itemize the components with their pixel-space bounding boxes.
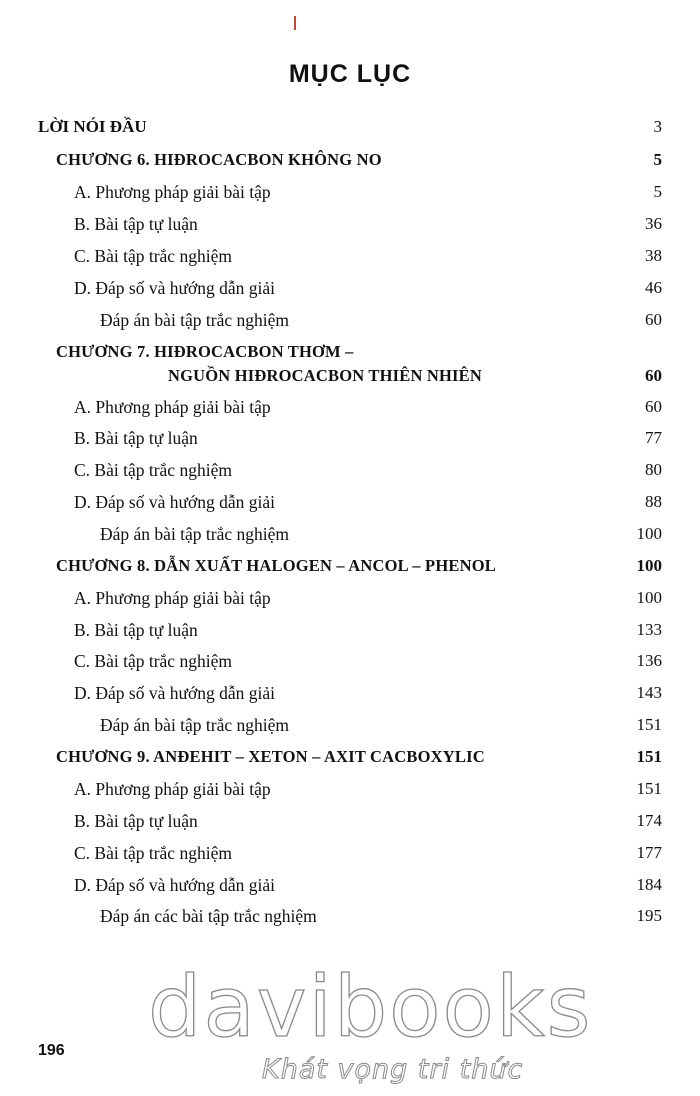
entry-text: D. Đáp số và hướng dẫn giải [74, 492, 275, 512]
margin-mark [294, 16, 296, 30]
toc-section [0, 460, 700, 490]
entry-page: 60 [645, 310, 662, 329]
entry-page: 133 [636, 620, 662, 639]
entry-text: Đáp án các bài tập trắc nghiệm [100, 906, 317, 926]
entry-text: D. Đáp số và hướng dẫn giải [74, 278, 275, 298]
toc-section [0, 779, 700, 809]
toc-subsection [0, 310, 700, 340]
entry-page: 5 [653, 182, 662, 201]
toc-section [0, 397, 700, 427]
toc-section [0, 428, 700, 458]
entry-text: A. Phương pháp giải bài tập [74, 182, 271, 202]
toc-chapter-6 [0, 150, 700, 180]
entry-page: 36 [645, 214, 662, 233]
chapter-title: NGUỒN HIĐROCACBON THIÊN NHIÊN [168, 366, 482, 385]
toc-chapter-7-continued [0, 366, 700, 396]
entry-page: 136 [636, 651, 662, 670]
toc-subsection [0, 524, 700, 554]
entry-page: 60 [645, 397, 662, 416]
chapter-title: CHƯƠNG 6. HIĐROCACBON KHÔNG NO [56, 150, 382, 169]
watermark-slogan: Khát vọng tri thức [262, 1054, 524, 1085]
toc-section [0, 875, 700, 905]
entry-page: 100 [636, 524, 662, 543]
toc-section [0, 182, 700, 212]
entry-page: 60 [645, 366, 662, 385]
entry-page: 100 [636, 556, 662, 575]
entry-text: C. Bài tập trắc nghiệm [74, 460, 232, 480]
toc-section [0, 683, 700, 713]
entry-page: 88 [645, 492, 662, 511]
toc-entry-preface [0, 117, 700, 147]
entry-page: 195 [636, 906, 662, 925]
entry-page: 184 [636, 875, 662, 894]
entry-text: D. Đáp số và hướng dẫn giải [74, 875, 275, 895]
toc-section [0, 620, 700, 650]
page-number: 196 [38, 1042, 65, 1059]
toc-section [0, 214, 700, 244]
chapter-title: CHƯƠNG 8. DẪN XUẤT HALOGEN – ANCOL – PHENOL [56, 556, 496, 575]
toc-section [0, 278, 700, 308]
entry-page: 77 [645, 428, 662, 447]
page-title: MỤC LỤC [288, 60, 412, 88]
entry-page: 5 [653, 150, 662, 169]
toc-section [0, 811, 700, 841]
entry-page: 151 [636, 747, 662, 766]
toc-chapter-8 [0, 556, 700, 586]
entry-text: Đáp án bài tập trắc nghiệm [100, 715, 290, 735]
entry-page: 151 [636, 779, 662, 798]
entry-text: A. Phương pháp giải bài tập [74, 779, 271, 799]
entry-text: Đáp án bài tập trắc nghiệm [100, 524, 290, 544]
watermark-logo: davibooks [148, 958, 593, 1056]
entry-text: Đáp án bài tập trắc nghiệm [100, 310, 290, 330]
entry-page: 151 [636, 715, 662, 734]
entry-text: A. Phương pháp giải bài tập [74, 588, 271, 608]
entry-text: B. Bài tập tự luận [74, 620, 198, 640]
entry-text: B. Bài tập tự luận [74, 428, 198, 448]
entry-text: C. Bài tập trắc nghiệm [74, 246, 232, 266]
entry-page: 100 [636, 588, 662, 607]
chapter-title: CHƯƠNG 9. ANĐEHIT – XETON – AXIT CACBOXYLIC [56, 747, 485, 766]
entry-text: C. Bài tập trắc nghiệm [74, 843, 232, 863]
toc-section [0, 588, 700, 618]
entry-text: B. Bài tập tự luận [74, 214, 198, 234]
chapter-title: CHƯƠNG 7. HIĐROCACBON THƠM – [56, 342, 354, 361]
entry-page: 177 [636, 843, 662, 862]
entry-page: 3 [653, 117, 662, 136]
entry-page: 38 [645, 246, 662, 265]
entry-text: D. Đáp số và hướng dẫn giải [74, 683, 275, 703]
toc-section [0, 246, 700, 276]
entry-page: 174 [636, 811, 662, 830]
toc-section [0, 492, 700, 522]
entry-page: 80 [645, 460, 662, 479]
toc-subsection [0, 715, 700, 745]
toc-subsection [0, 906, 700, 936]
toc-section [0, 843, 700, 873]
toc-chapter-9 [0, 747, 700, 777]
entry-page: 143 [636, 683, 662, 702]
entry-page: 46 [645, 278, 662, 297]
entry-text: B. Bài tập tự luận [74, 811, 198, 831]
toc-section [0, 651, 700, 681]
entry-text: C. Bài tập trắc nghiệm [74, 651, 232, 671]
entry-text: A. Phương pháp giải bài tập [74, 397, 271, 417]
entry-text: LỜI NÓI ĐẦU [38, 117, 147, 136]
